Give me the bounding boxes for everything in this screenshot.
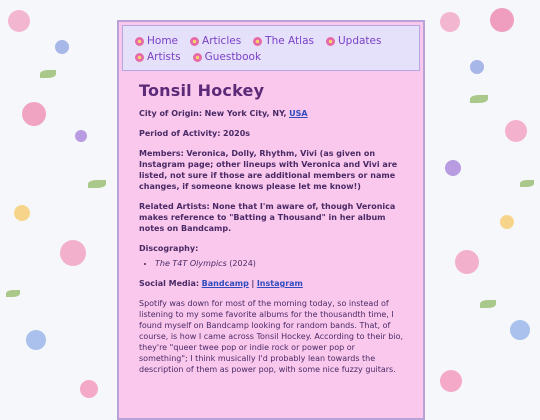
flower-decoration	[80, 380, 98, 398]
album-year: (2024)	[229, 259, 256, 268]
flower-decoration	[455, 250, 479, 274]
nav-label: The Atlas	[265, 35, 314, 47]
leaf-decoration	[480, 300, 496, 308]
nav-label: Guestbook	[204, 51, 262, 63]
flower-decoration	[22, 102, 46, 126]
flower-decoration	[440, 12, 460, 32]
content-panel	[117, 20, 425, 420]
leaf-decoration	[520, 180, 534, 187]
origin-label: City of Origin:	[139, 109, 203, 118]
social-separator: |	[251, 279, 255, 288]
social-label: Social Media:	[139, 279, 200, 288]
nav-item-guestbook[interactable]	[193, 49, 261, 65]
period-label: Period of Activity:	[139, 129, 221, 138]
nav-item-articles[interactable]	[190, 33, 241, 49]
list-item	[155, 258, 405, 269]
flower-icon	[135, 37, 144, 46]
flower-decoration	[55, 40, 69, 54]
origin-line	[139, 108, 405, 119]
discography-list	[139, 258, 405, 269]
flower-icon	[190, 37, 199, 46]
page-title: Tonsil Hockey	[139, 81, 265, 100]
body-paragraph: Spotify was down for most of the morning today, so instead of listening to my some favorite albums for the thousandth time, I found myself on Bandcamp looking for random bands. That, of course, is how I came across Tonsil Hockey. According to their bio, they're "queer twee pop or indie rock or power pop or something"; I think musically I'd probably lean towards the description of them as power pop, with some nice fuzzy guitars.	[139, 299, 404, 374]
flower-decoration	[505, 120, 527, 142]
flower-decoration	[8, 10, 30, 32]
flower-decoration	[510, 320, 530, 340]
instagram-link[interactable]: Instagram	[256, 279, 303, 288]
social-line	[139, 278, 405, 289]
bandcamp-link[interactable]: Bandcamp	[201, 279, 249, 288]
flower-decoration	[60, 240, 86, 266]
origin-link[interactable]: USA	[289, 109, 308, 118]
flower-decoration	[445, 160, 461, 176]
origin-value: New York City, NY,	[204, 109, 287, 118]
members-line	[139, 148, 405, 192]
leaf-decoration	[40, 70, 56, 78]
period-line	[139, 128, 405, 139]
related-value: None that I'm aware of, though Veronica makes reference to "Batting a Thousand" in her album notes on Bandcamp.	[139, 202, 396, 233]
flower-icon	[253, 37, 262, 46]
discography-heading	[139, 243, 405, 254]
period-value: 2020s	[223, 129, 251, 138]
leaf-decoration	[470, 95, 488, 103]
flower-decoration	[26, 330, 46, 350]
nav-label: Updates	[337, 35, 382, 47]
flower-decoration	[440, 370, 462, 392]
nav-item-updates[interactable]	[326, 33, 382, 49]
nav-bar	[122, 25, 420, 71]
nav-label: Articles	[202, 35, 242, 47]
flower-decoration	[75, 130, 87, 142]
related-label: Related Artists:	[139, 202, 210, 211]
nav-label: Artists	[147, 51, 181, 63]
album-title: The T4T Olympics	[155, 259, 227, 268]
nav-item-the-atlas[interactable]	[253, 33, 314, 49]
members-value: Veronica, Dolly, Rhythm, Vivi (as given on Instagram page; other lineups with Veronica and Vivi are listed, not sure if those are additional members or name changes, if someone knows please let me know!)	[139, 149, 398, 191]
flower-decoration	[500, 215, 514, 229]
discography-label: Discography:	[139, 244, 199, 253]
flower-decoration	[490, 8, 514, 32]
flower-decoration	[470, 60, 484, 74]
leaf-decoration	[88, 180, 106, 188]
flower-icon	[326, 37, 335, 46]
nav-item-artists[interactable]	[135, 49, 181, 65]
flower-icon	[193, 53, 202, 62]
related-line	[139, 201, 405, 234]
nav-item-home[interactable]	[135, 33, 178, 49]
members-label: Members:	[139, 149, 184, 158]
article-content	[119, 81, 423, 375]
leaf-decoration	[6, 290, 20, 297]
nav-label: Home	[147, 35, 179, 47]
flower-icon	[135, 53, 144, 62]
flower-decoration	[14, 205, 30, 221]
